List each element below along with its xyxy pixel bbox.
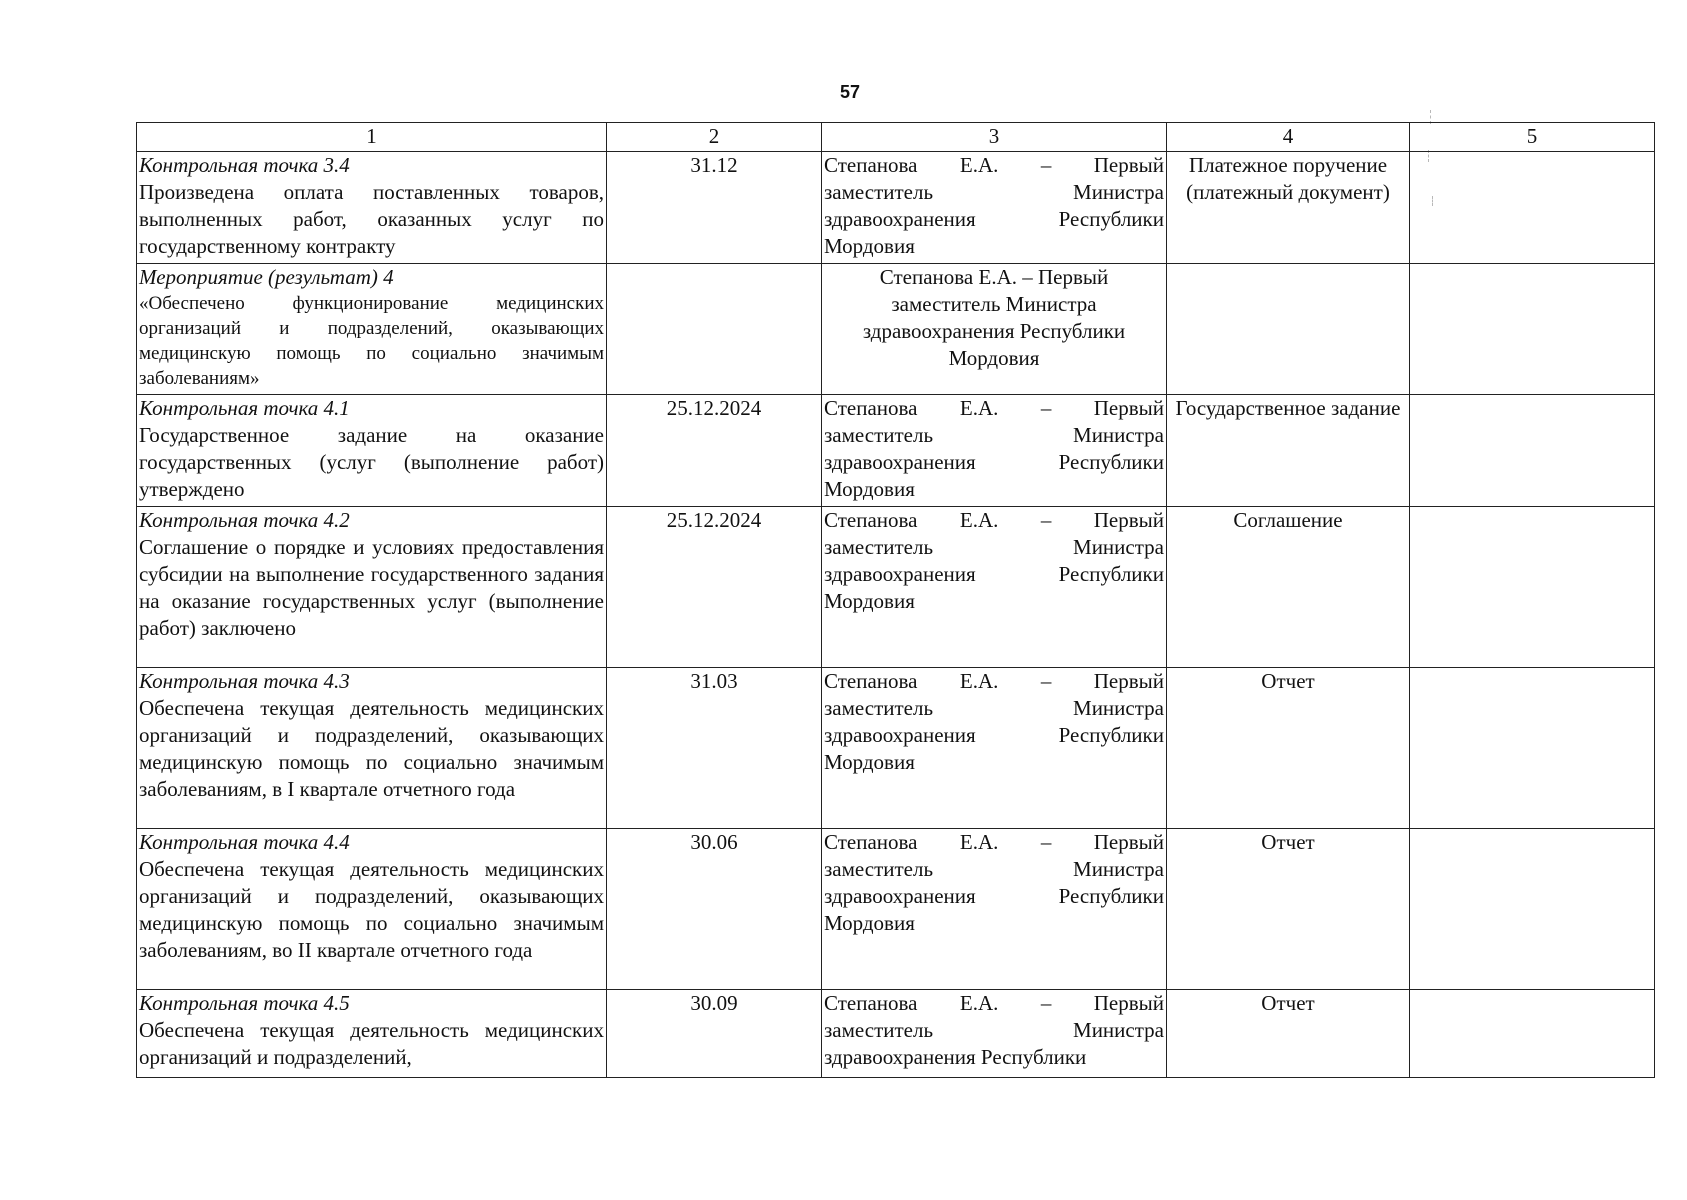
column-header: 3 bbox=[822, 123, 1167, 152]
date-cell: 25.12.2024 bbox=[607, 395, 822, 507]
col5-cell bbox=[1410, 990, 1655, 1078]
column-header: 4 bbox=[1167, 123, 1410, 152]
document-cell: Отчет bbox=[1167, 829, 1410, 990]
column-header: 2 bbox=[607, 123, 822, 152]
date-cell: 31.12 bbox=[607, 152, 822, 264]
item-title: Контрольная точка 3.4 bbox=[139, 153, 350, 177]
responsible-cell: Степанова Е.А. – Первый заместитель Министра здравоохранения Республики Мордовия bbox=[822, 152, 1167, 264]
date-cell: 30.09 bbox=[607, 990, 822, 1078]
date-cell: 30.06 bbox=[607, 829, 822, 990]
item-description: Соглашение о порядке и условиях предоставления субсидии на выполнение государственного задания на оказание государственных услуг (выполнение работ) заключено bbox=[139, 535, 604, 640]
item-cell bbox=[137, 264, 607, 395]
page-number: 57 bbox=[839, 82, 861, 102]
item-title: Контрольная точка 4.2 bbox=[139, 508, 350, 532]
col5-cell bbox=[1410, 829, 1655, 990]
table-row bbox=[137, 668, 1655, 829]
column-header: 5 bbox=[1410, 123, 1655, 152]
responsible-cell: Степанова Е.А. – Первый заместитель Министра здравоохранения Республики Мордовия bbox=[822, 264, 1167, 395]
table-row bbox=[137, 264, 1655, 395]
item-cell bbox=[137, 507, 607, 668]
responsible-cell: Степанова Е.А. – Первый заместитель Министра здравоохранения Республики Мордовия bbox=[822, 829, 1167, 990]
item-cell bbox=[137, 829, 607, 990]
item-title: Контрольная точка 4.4 bbox=[139, 830, 350, 854]
item-description: Произведена оплата поставленных товаров, выполненных работ, оказанных услуг по государственному контракту bbox=[139, 180, 604, 258]
table-row bbox=[137, 829, 1655, 990]
date-cell: 25.12.2024 bbox=[607, 507, 822, 668]
item-description: Обеспечена текущая деятельность медицинских организаций и подразделений, оказывающих медицинскую помощь по социально значимым заболеваниям, во II квартале отчетного года bbox=[139, 857, 604, 962]
col5-cell bbox=[1410, 507, 1655, 668]
item-description: Обеспечена текущая деятельность медицинских организаций и подразделений, bbox=[139, 1018, 604, 1069]
date-cell bbox=[607, 264, 822, 395]
responsible-cell: Степанова Е.А. – Первый заместитель Министра здравоохранения Республики Мордовия bbox=[822, 507, 1167, 668]
item-cell bbox=[137, 152, 607, 264]
col5-cell bbox=[1410, 668, 1655, 829]
table-header-row bbox=[137, 123, 1655, 152]
responsible-cell: Степанова Е.А. – Первый заместитель Министра здравоохранения Республики Мордовия bbox=[822, 668, 1167, 829]
item-title: Мероприятие (результат) 4 bbox=[139, 265, 394, 289]
document-cell: Государственное задание bbox=[1167, 395, 1410, 507]
col5-cell bbox=[1410, 264, 1655, 395]
col5-cell bbox=[1410, 395, 1655, 507]
document-cell: Отчет bbox=[1167, 990, 1410, 1078]
document-cell: Отчет bbox=[1167, 668, 1410, 829]
document-cell: Платежное поручение (платежный документ) bbox=[1167, 152, 1410, 264]
item-title: Контрольная точка 4.5 bbox=[139, 991, 350, 1015]
table-row bbox=[137, 152, 1655, 264]
table-row bbox=[137, 395, 1655, 507]
control-points-table bbox=[136, 122, 1655, 1078]
item-cell bbox=[137, 668, 607, 829]
responsible-cell: Степанова Е.А. – Первый заместитель Министра здравоохранения Республики Мордовия bbox=[822, 395, 1167, 507]
table-row bbox=[137, 990, 1655, 1078]
document-cell: Соглашение bbox=[1167, 507, 1410, 668]
item-description: Обеспечена текущая деятельность медицинских организаций и подразделений, оказывающих медицинскую помощь по социально значимым заболеваниям, в I квартале отчетного года bbox=[139, 696, 604, 801]
responsible-cell: Степанова Е.А. – Первый заместитель Министра здравоохранения Республики bbox=[822, 990, 1167, 1078]
item-title: Контрольная точка 4.1 bbox=[139, 396, 350, 420]
item-description: «Обеспечено функционирование медицинских организаций и подразделений, оказывающих медицинскую помощь по социально значимым заболеваниям» bbox=[139, 293, 604, 389]
date-cell: 31.03 bbox=[607, 668, 822, 829]
item-title: Контрольная точка 4.3 bbox=[139, 669, 350, 693]
table-row bbox=[137, 507, 1655, 668]
document-cell bbox=[1167, 264, 1410, 395]
column-header: 1 bbox=[137, 123, 607, 152]
item-description: Государственное задание на оказание государственных (услуг (выполнение работ) утверждено bbox=[139, 423, 604, 501]
col5-cell bbox=[1410, 152, 1655, 264]
item-cell bbox=[137, 990, 607, 1078]
item-cell bbox=[137, 395, 607, 507]
